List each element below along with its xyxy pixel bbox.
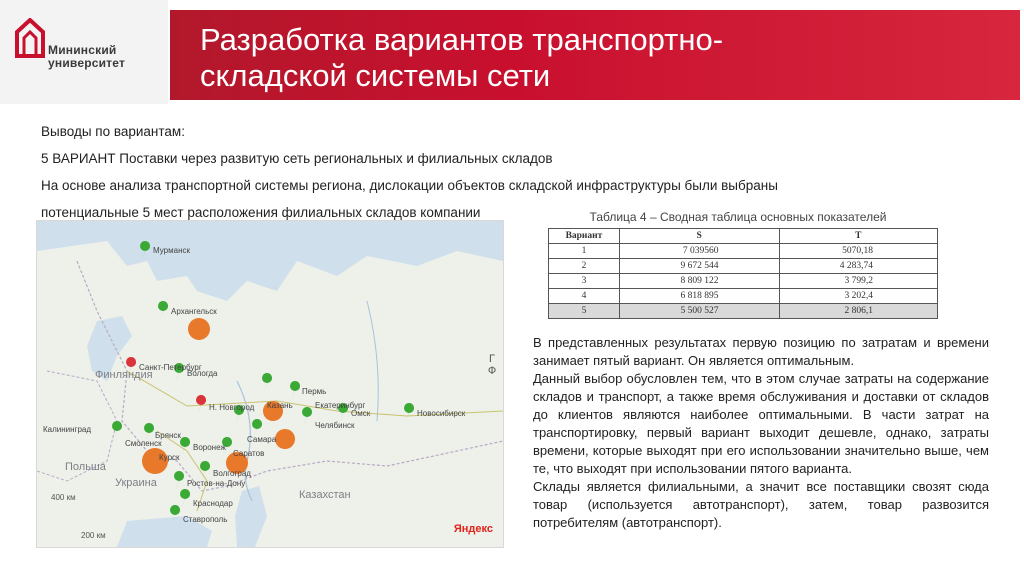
city-label-spb: Санкт-Петербург [139,363,202,372]
city-label-perm: Пермь [302,387,327,396]
variant-5-line: 5 ВАРИАНТ Поставки через развитую сеть региональных и филиальных складов [41,151,553,166]
scale-bottom: 200 км [81,531,106,540]
table-header-row [549,229,938,244]
table-cell: 4 283,74 [779,259,938,274]
table-cell: 8 809 122 [619,274,779,289]
city-label-krasnodar: Краснодар [193,499,233,508]
map-label-kazakhstan: Казахстан [299,489,351,501]
yandex-logo: Яндекс [453,523,493,535]
table-row [549,289,938,304]
logo-line-1: Мининский [48,43,117,57]
map-label-finland: Финляндия [95,369,153,381]
city-label-samara: Самара [247,435,277,444]
logo-text [48,44,125,70]
table-row [549,259,938,274]
table-cell: 2 806,1 [779,304,938,319]
logo [0,0,168,104]
title-line-2: складской системы сети [200,58,551,93]
table-cell: 1 [549,244,620,259]
col-header-variant: Вариант [549,229,620,244]
map-label-ukraine: Украина [115,477,157,489]
table-cell: 2 [549,259,620,274]
table-cell: 3 [549,274,620,289]
results-paragraph-1: В представленных результатах первую позицию по затратам и времени занимает пятый вариант. Он является оптимальным. [533,335,989,368]
table-row [549,244,938,259]
scale-top: 400 км [51,493,76,502]
table-cell: 6 818 895 [619,289,779,304]
map[interactable] [36,220,504,548]
table-cell: 3 202,4 [779,289,938,304]
logo-line-2: университет [48,56,126,70]
map-canvas [37,221,503,547]
analysis-line: На основе анализа транспортной системы региона, дислокации объектов складской инфраструктуры были выбраны [41,178,778,193]
page-title [200,22,723,94]
table-row [549,274,938,289]
table-cell: 5 500 527 [619,304,779,319]
col-header-s: S [619,229,779,244]
city-label-murmansk: Мурманск [153,246,190,255]
city-label-saratov: Саратов [233,449,265,458]
conclusions-heading: Выводы по вариантам: [41,124,185,139]
table-cell: 7 039560 [619,244,779,259]
city-label-volgograd: Волгоград [213,469,251,478]
table-cell: 9 672 544 [619,259,779,274]
table-row-highlighted [549,304,938,319]
header [0,0,1024,104]
city-label-kursk: Курск [159,453,180,462]
results-paragraph-2: Данный выбор обусловлен тем, что в этом случае затраты на содержание складов и транспорт, а также время обслуживания и доставки от складов до клиентов являются наиболее оптимальными. В части затрат на транспортировку, первый вариант выходит дешевле, однако, затраты времени, которые выходят при его использовании значительно выше, чем те, что выходят при использовании пятого варианта. [533,371,989,476]
city-label-bryansk: Брянск [155,431,181,440]
city-label-kaliningrad: Калининград [43,425,92,434]
city-label-voronezh: Воронеж [193,443,226,452]
city-label-nnovgorod: Н. Новгород [209,403,255,412]
city-label-vologda: Вологда [187,369,218,378]
results-text [533,334,989,532]
locations-line: потенциальные 5 мест расположения филиальных складов компании [41,205,481,220]
summary-table-block [548,210,948,319]
warehouse-marker[interactable] [188,318,210,340]
city-label-novosibirsk: Новосибирск [417,409,466,418]
city-label-kazan: Казань [267,401,293,410]
table-cell: 5 [549,304,620,319]
table-cell: 5070,18 [779,244,938,259]
university-logo-icon [15,18,45,58]
city-label-chelyabinsk: Челябинск [315,421,355,430]
city-label-arkhangelsk: Архангельск [171,307,217,316]
col-header-t: T [779,229,938,244]
city-label-stavropol: Ставрополь [183,515,228,524]
city-label-rostov: Ростов-на-Дону [187,479,246,488]
city-label-omsk: Омск [351,409,371,418]
warehouse-marker[interactable] [275,429,295,449]
map-controls[interactable]: Г Ф [487,353,497,377]
table-cell: 4 [549,289,620,304]
title-line-1: Разработка вариантов транспортно- [200,22,724,57]
map-label-poland: Польша [65,461,106,473]
table-caption: Таблица 4 – Сводная таблица основных показателей [589,210,887,224]
city-label-smolensk: Смоленск [125,439,162,448]
city-label-ekaterinburg: Екатеринбург [315,401,366,410]
summary-table [548,228,938,319]
table-cell: 3 799,2 [779,274,938,289]
results-paragraph-3: Склады является филиальными, а значит все поставщики свозят сюда товар (используется автотранспорт), затем, товар развозится потребителям (автотранспорт). [533,479,989,530]
